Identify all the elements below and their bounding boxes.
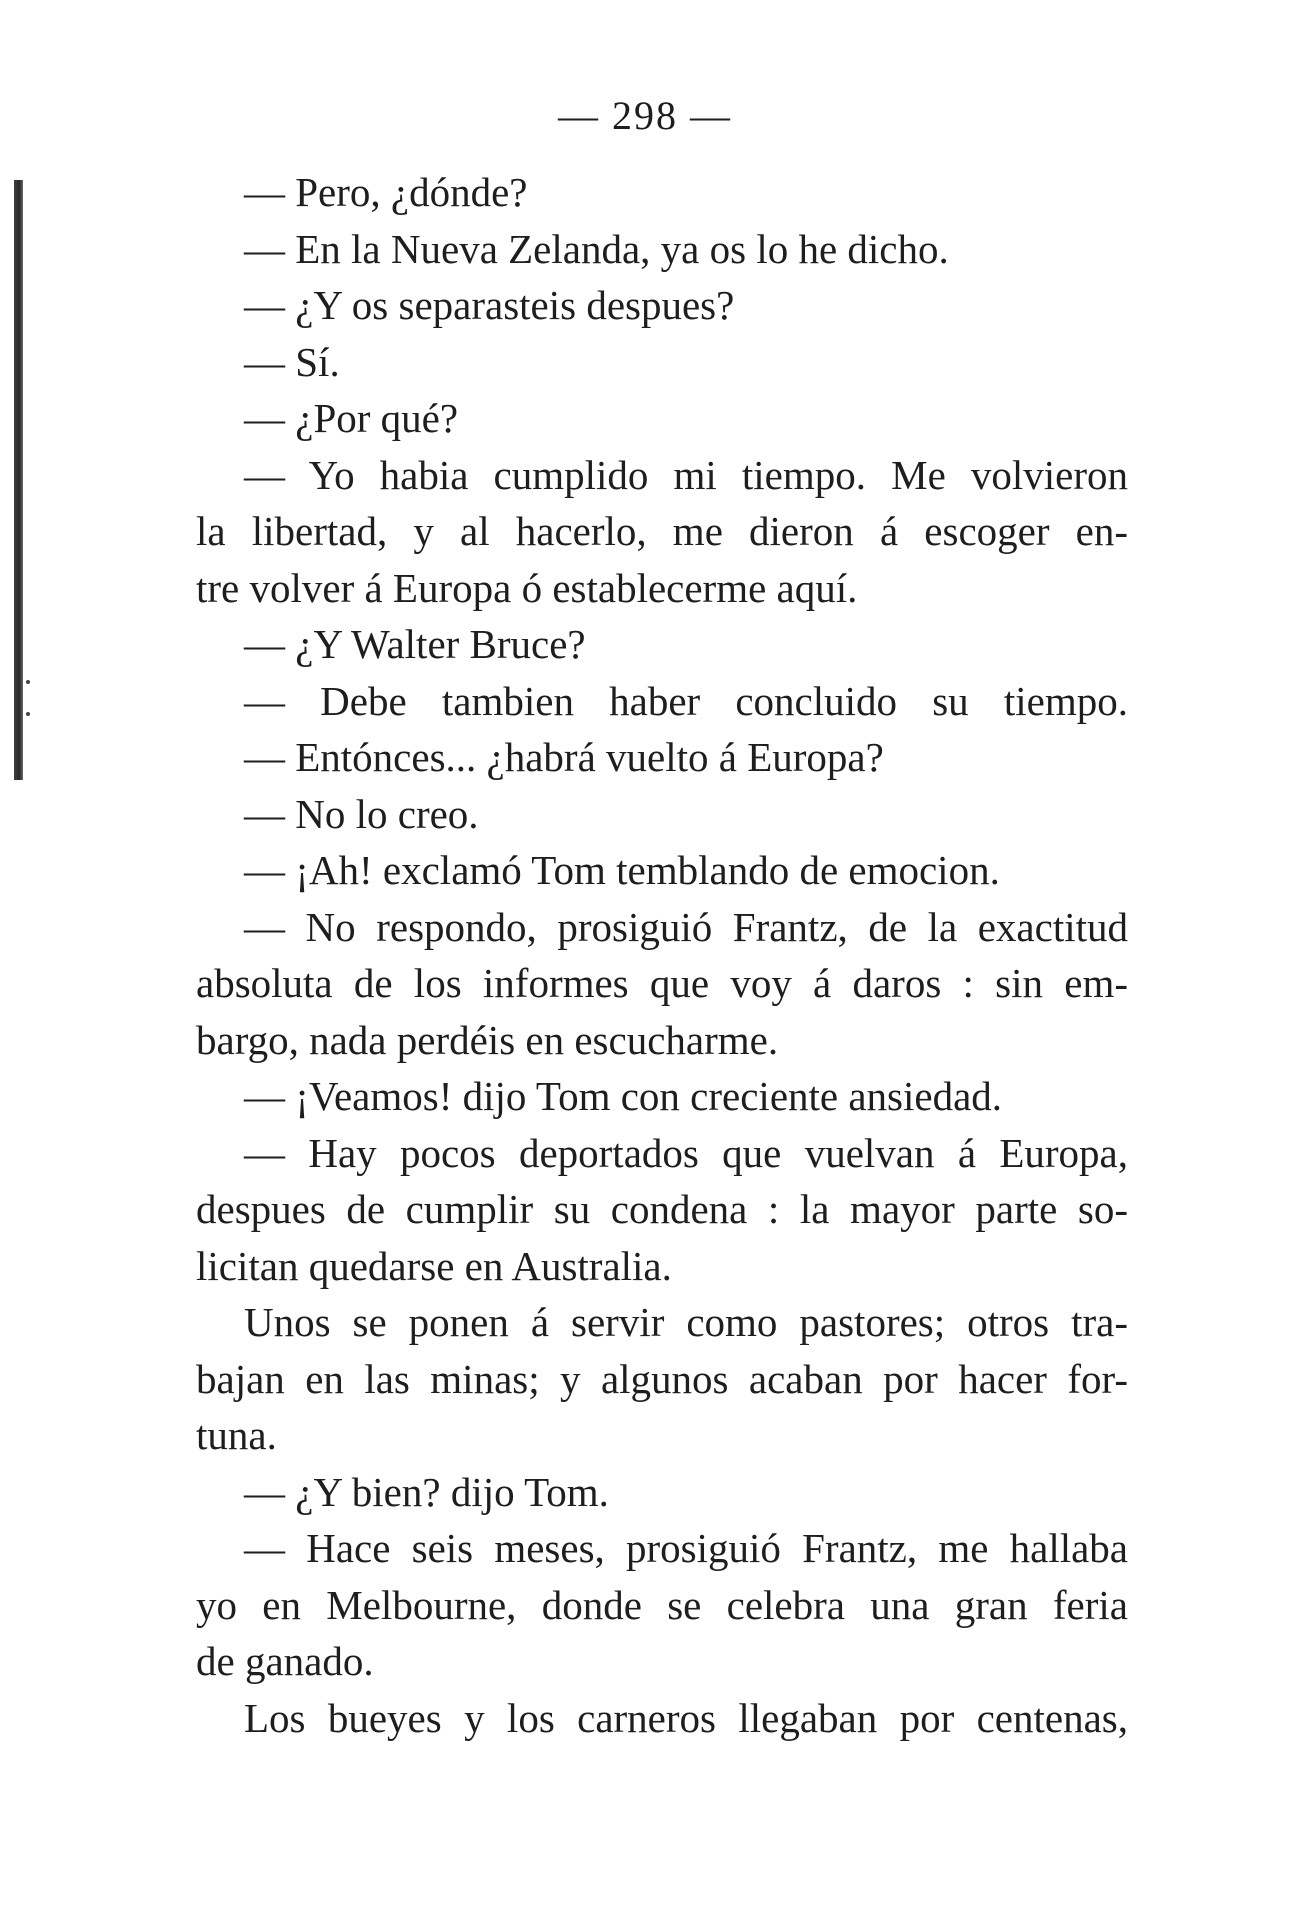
text-line: — No respondo, prosiguió Frantz, de la exactitud bbox=[244, 903, 1128, 950]
text-line: — En la Nueva Zelanda, ya os lo he dicho. bbox=[244, 225, 949, 272]
text-line: — ¡Ah! exclamó Tom temblando de emocion. bbox=[244, 847, 1000, 893]
text-line: — Hace seis meses, prosiguió Frantz, me hallaba bbox=[244, 1525, 1128, 1571]
text-line: — Entónces... ¿habrá vuelto á Europa? bbox=[244, 734, 884, 780]
text-line: despues de cumplir su condena : la mayor parte so- bbox=[196, 1186, 1128, 1232]
text-line: tre volver á Europa ó establecerme aquí. bbox=[196, 564, 858, 611]
text-line: yo en Melbourne, donde se celebra una gran feria bbox=[196, 1581, 1128, 1628]
text-line: tuna. bbox=[196, 1412, 277, 1458]
text-line: — ¿Y Walter Bruce? bbox=[244, 621, 586, 667]
text-line: — Hay pocos deportados que vuelvan á Europa, bbox=[244, 1129, 1128, 1176]
page-number: — 298 — bbox=[558, 93, 732, 138]
text-line: — ¡Veamos! dijo Tom con creciente ansiedad. bbox=[244, 1073, 1003, 1119]
text-line: absoluta de los informes que voy á daros : sin em- bbox=[196, 960, 1128, 1006]
text-line: bargo, nada perdéis en escucharme. bbox=[196, 1016, 779, 1063]
text-line: — Pero, ¿dónde? bbox=[244, 169, 528, 215]
text-line: bajan en las minas; y algunos acaban por hacer for- bbox=[196, 1355, 1128, 1402]
binding-speck bbox=[26, 712, 30, 716]
binding-speck bbox=[26, 680, 30, 684]
text-line: — ¿Por qué? bbox=[244, 395, 459, 441]
text-line: la libertad, y al hacerlo, me dieron á escoger en- bbox=[196, 508, 1128, 554]
binding-edge bbox=[14, 180, 23, 780]
text-line: — Sí. bbox=[244, 338, 340, 385]
text-line: — Yo habia cumplido mi tiempo. Me volvieron bbox=[244, 451, 1128, 498]
text-line: licitan quedarse en Australia. bbox=[196, 1242, 672, 1289]
text-line: — Debe tambien haber concluido su tiempo. bbox=[244, 677, 1128, 724]
text-line: — ¿Y bien? dijo Tom. bbox=[244, 1468, 609, 1515]
text-line: Los bueyes y los carneros llegaban por centenas, bbox=[244, 1694, 1128, 1741]
text-line: de ganado. bbox=[196, 1638, 374, 1684]
text-line: — ¿Y os separasteis despues? bbox=[244, 282, 735, 328]
text-line: — No lo creo. bbox=[244, 790, 479, 837]
text-line: Unos se ponen á servir como pastores; otros tra- bbox=[244, 1299, 1128, 1345]
body-text bbox=[196, 164, 1128, 1746]
